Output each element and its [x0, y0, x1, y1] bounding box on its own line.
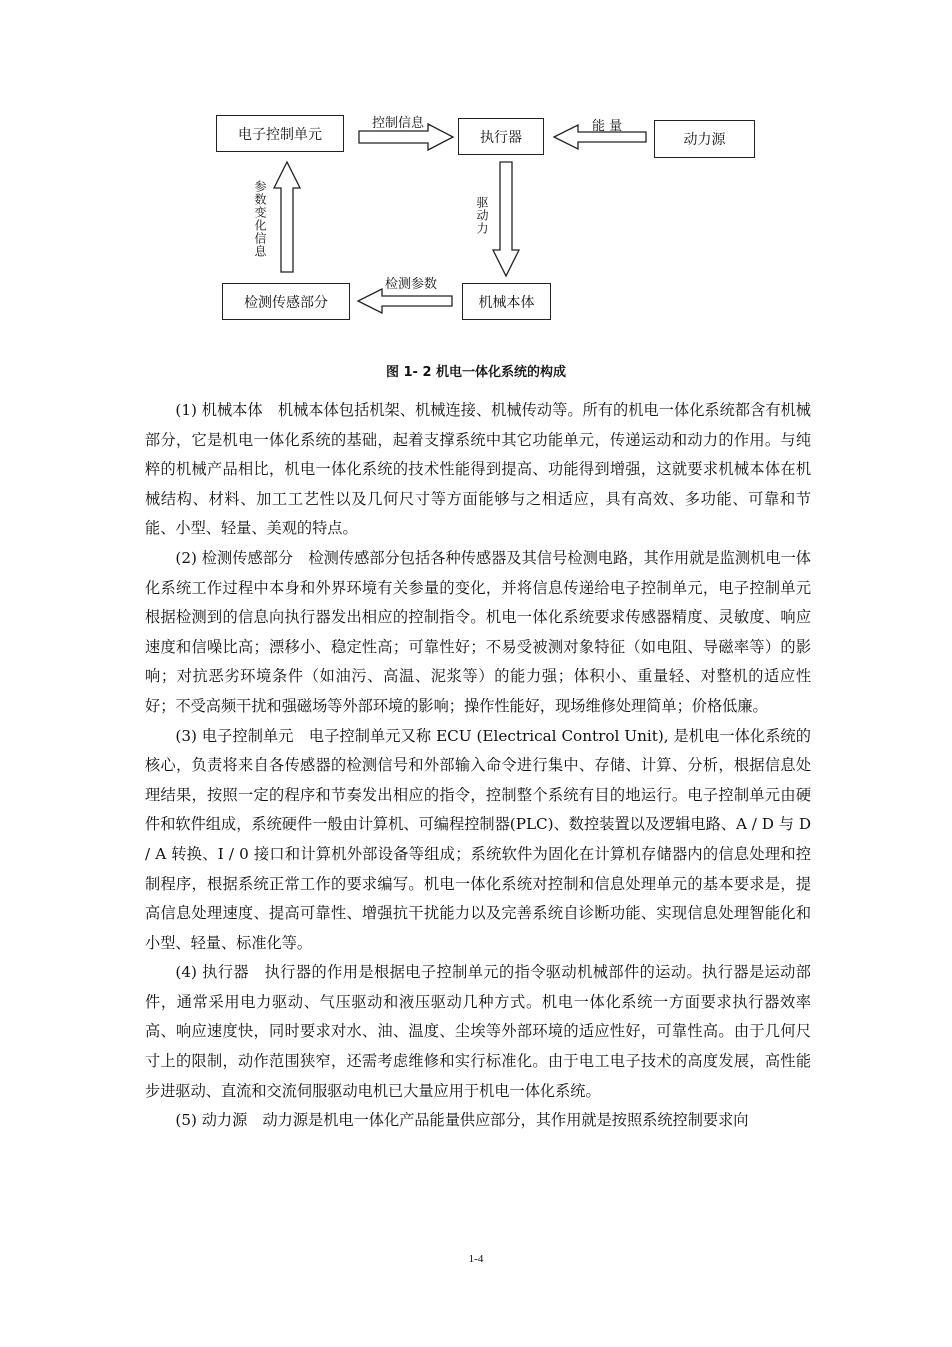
ecu-label: 电子控制单元 — [238, 126, 322, 143]
body-label: 机械本体 — [478, 294, 535, 311]
paragraph-mechanical-body: (1) 机械本体 机械本体包括机架、机械连接、机械传动等。所有的机电一体化系统都含有机械部分，它是机电一体化系统的基础，起着支撑系统中其它功能单元，传递运动和动力的作用。与纯粹的机械产品相比，机电一体化系统的技术性能得到提高、功能得到增强，这就要求机械本体在机械结构、材料、加工工艺性以及几何尺寸等方面能够与之相适应，具有高效、多功能、可靠和节能、小型、轻量、美观的特点。 — [145, 401, 811, 538]
arrow-detect-params — [358, 289, 452, 313]
param-change-label: 参数变化信息 — [253, 180, 267, 258]
actuator-box — [458, 118, 544, 155]
sensor-box — [222, 283, 350, 320]
arrow-drive-force — [493, 162, 519, 276]
system-diagram — [0, 0, 952, 340]
ecu-box — [216, 115, 344, 152]
power-label: 动力源 — [683, 132, 726, 148]
detect-params-label: 检测参数 — [385, 277, 438, 292]
body-text — [145, 396, 811, 1136]
sensor-label: 检测传感部分 — [244, 294, 328, 311]
page-number: 1-4 — [468, 1253, 484, 1265]
drive-force-label: 驱动力 — [475, 196, 489, 235]
body-box — [462, 283, 551, 320]
paragraph-ecu: (3) 电子控制单元 电子控制单元又称 ECU (Electrical Control Unit), 是机电一体化系统的核心，负责将来自各传感器的检测信号和外部输入命令进行集中、存储、计算、分析，根据信息处理结果，按照一定的程序和节奏发出相应的指令，控制整个系统有目的地运行。电子控制单元由硬件和软件组成，系统硬件一般由计算机、可编程控制器(PLC)、数控装置以及逻辑电路、A / D 与 D / A 转换、I / 0 接口和计算机外部设备等组成；系统软件为固化在计算机存储器内的信息处理和控制程序，根据系统正常工作的要求编写。机电一体化系统对控制和信息处理单元的基本要求是，提高信息处理速度、提高可靠性、增强抗干扰能力以及完善系统自诊断功能、实现信息处理智能化和小型、轻量、标准化等。 — [145, 726, 811, 952]
arrow-param-change — [274, 162, 300, 272]
actuator-label: 执行器 — [480, 129, 522, 146]
power-box — [654, 120, 755, 158]
figure-caption: 图 1- 2 机电一体化系统的构成 — [385, 365, 567, 380]
control-info-label: 控制信息 — [372, 116, 425, 131]
paragraph-actuator: (4) 执行器 执行器的作用是根据电子控制单元的指令驱动机械部件的运动。执行器是运动部件，通常采用电力驱动、气压驱动和液压驱动几种方式。机电一体化系统一方面要求执行器效率高、响应速度快，同时要求对水、油、温度、尘埃等外部环境的适应性好，可靠性高。由于几何尺寸上的限制，动作范围狭窄，还需考虑维修和实行标准化。由于电工电子技术的高度发展，高性能步进驱动、直流和交流伺服驱动电机已大量应用于机电一体化系统。 — [145, 963, 811, 1100]
paragraph-sensing: (2) 检测传感部分 检测传感部分包括各种传感器及其信号检测电路，其作用就是监测机电一体化系统工作过程中本身和外界环境有关参量的变化，并将信息传递给电子控制单元，电子控制单元根据检测到的信息向执行器发出相应的控制指令。机电一体化系统要求传感器精度、灵敏度、响应速度和信噪比高；漂移小、稳定性高；可靠性好；不易受被测对象特征（如电阻、导磁率等）的影响；对抗恶劣环境条件（如油污、高温、泥浆等）的能力强；体积小、重量轻、对整机的适应性好；不受高频干扰和强磁场等外部环境的影响；操作性能好，现场维修处理简单；价格低廉。 — [145, 548, 811, 715]
paragraph-power-source: (5) 动力源 动力源是机电一体化产品能量供应部分，其作用就是按照系统控制要求向 — [175, 1111, 749, 1130]
energy-label: 能 量 — [592, 119, 623, 134]
